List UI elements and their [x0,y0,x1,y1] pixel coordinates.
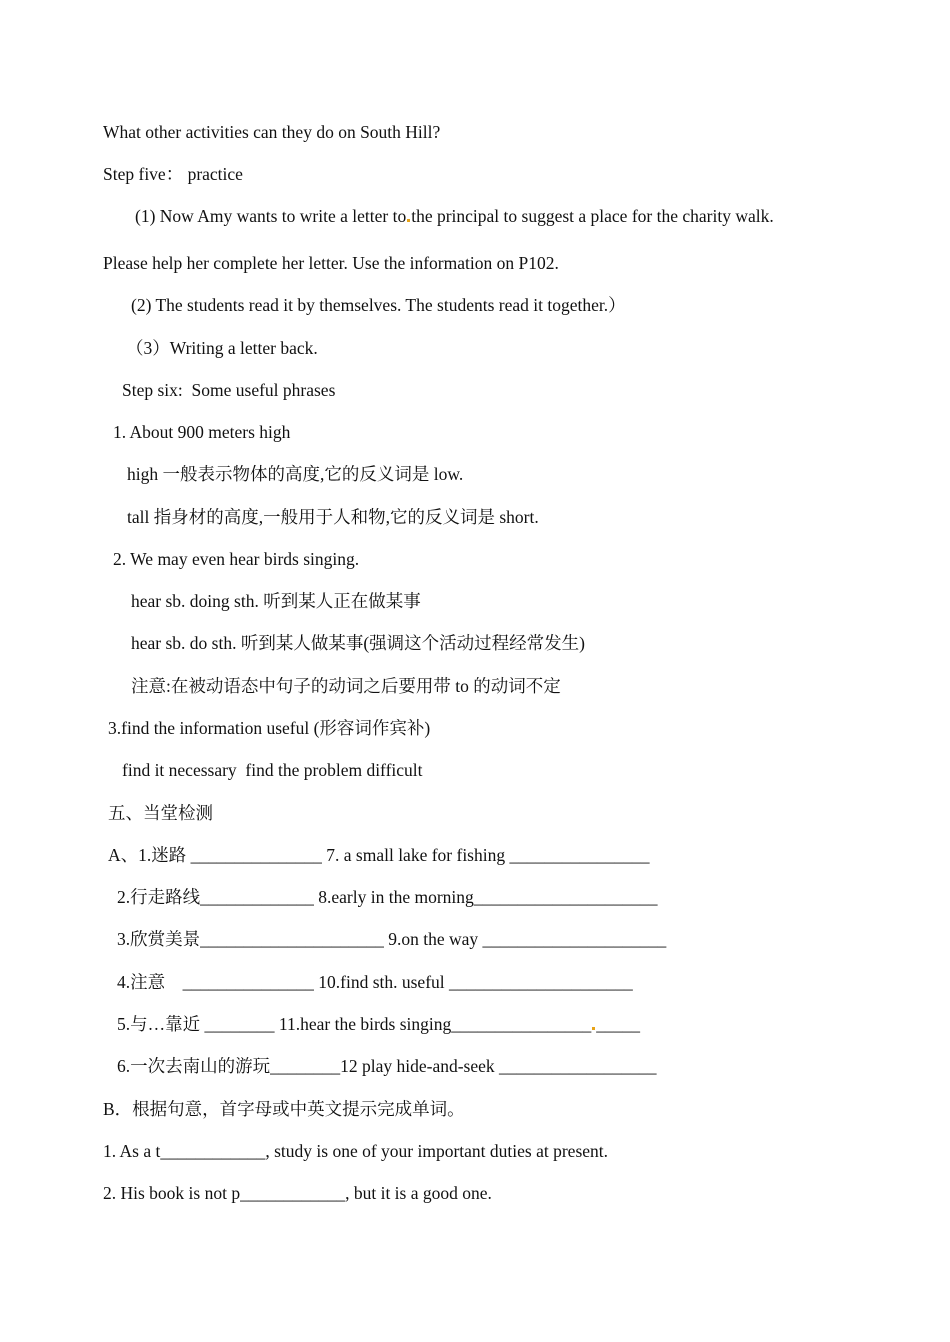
question-line: What other activities can they do on South Hill? [103,122,441,142]
practice-item-1-part-b: the principal to suggest a place for the charity walk. [411,206,774,226]
phrase-1-note-tall: tall 指身材的高度,一般用于人和物,它的反义词是 short. [127,507,539,527]
phrase-2: 2. We may even hear birds singing. [113,549,360,569]
exercise-b-heading: B．根据句意，首字母或中英文提示完成单词。 [103,1099,465,1119]
phrase-1: 1. About 900 meters high [113,422,291,442]
practice-item-3: （3）Writing a letter back. [126,338,318,358]
exercise-b-item-2: 2. His book is not p____________, but it is a good one. [103,1183,492,1203]
practice-item-1 [135,205,774,227]
phrase-3-examples: find it necessary find the problem difficult [122,760,423,780]
highlight-mark-icon [592,1027,595,1030]
step-five-heading: Step five： practice [103,164,243,184]
exercise-a-row-5-text: 5.与…靠近 ________ 11.hear the birds singing________________ [117,1014,592,1034]
exercise-a-row-3: 3.欣赏美景_____________________ 9.on the way _____________________ [117,929,667,949]
exercise-a-row-4: 4.注意 _______________ 10.find sth. useful _____________________ [117,972,633,992]
highlight-mark-icon [407,219,410,222]
exercise-a-row-1: A、1.迷路 _______________ 7. a small lake for fishing ________________ [108,845,650,865]
phrase-3: 3.find the information useful (形容词作宾补) [108,718,431,738]
practice-item-2: (2) The students read it by themselves. The students read it together.） [131,295,626,315]
step-six-heading: Step six: Some useful phrases [122,380,336,400]
exercise-b-item-1: 1. As a t____________, study is one of your important duties at present. [103,1141,609,1161]
practice-item-1-part-a: (1) Now Amy wants to write a letter to [135,206,407,226]
phrase-2-note-do: hear sb. do sth. 听到某人做某事(强调这个活动过程经常发生) [131,633,585,653]
practice-item-1-continued: Please help her complete her letter. Use the information on P102. [103,253,559,273]
exercise-a-row-6: 6.一次去南山的游玩________12 play hide-and-seek __________________ [117,1056,657,1076]
phrase-1-note-high: high 一般表示物体的高度,它的反义词是 low. [127,464,464,484]
section-five-heading: 五、当堂检测 [108,803,213,823]
exercise-a-row-5 [117,1013,640,1035]
exercise-a-row-2: 2.行走路线_____________ 8.early in the morning_____________________ [117,887,658,907]
exercise-a-row-5-tail: _____ [596,1014,641,1034]
phrase-2-note-doing: hear sb. doing sth. 听到某人正在做某事 [131,591,421,611]
phrase-2-note-passive: 注意:在被动语态中句子的动词之后要用带 to 的动词不定 [131,676,561,696]
